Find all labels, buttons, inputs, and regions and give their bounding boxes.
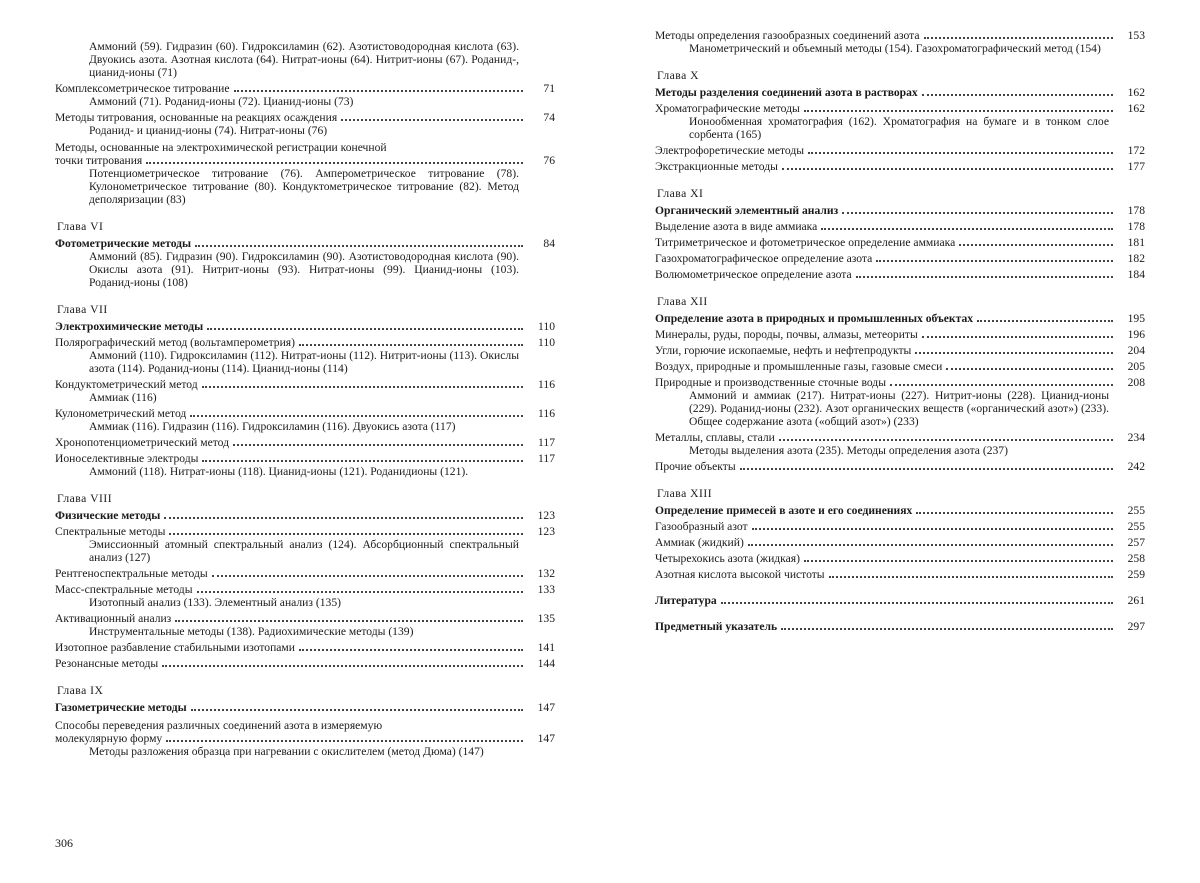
toc-entry-title: Комплексометрическое титрование — [55, 82, 230, 95]
toc-entry — [55, 336, 555, 349]
toc-entry-title: Спектральные методы — [55, 525, 166, 538]
toc-subentries: Аммоний (59). Гидразин (60). Гидроксиламин (62). Азотистоводородная кислота (63). Двуокись азота. Азотная кислота (64). Нитрат-ионы (64). Нитрит-ионы (67). Роданид-, цианид-ионы (71) — [89, 40, 519, 79]
leader-dots — [164, 517, 523, 519]
toc-entry-title: Методы, основанные на электрохимической регистрации конечной — [55, 141, 387, 154]
toc-entry — [55, 612, 555, 625]
toc-entry-title: Ионоселективные электроды — [55, 452, 199, 465]
toc-entry — [655, 504, 1145, 517]
toc-entry — [55, 583, 555, 596]
toc-entry-title: Активационный анализ — [55, 612, 172, 625]
toc-entry — [655, 552, 1145, 565]
toc-entry — [655, 344, 1145, 357]
toc-entry-title: Хроматографические методы — [655, 102, 800, 115]
toc-page-number: 153 — [1127, 29, 1145, 42]
toc-page-number: 144 — [537, 657, 555, 670]
toc-page-number: 181 — [1127, 236, 1145, 249]
toc-entry-title: Прочие объекты — [655, 460, 736, 473]
toc-entry — [655, 204, 1145, 217]
toc-page-number: 162 — [1127, 102, 1145, 115]
toc-page-number: 76 — [543, 154, 555, 167]
toc-page-number: 110 — [538, 336, 555, 349]
toc-entry — [55, 525, 555, 538]
toc-page-number: 182 — [1127, 252, 1145, 265]
toc-entry-title: Определение азота в природных и промышленных объектах — [655, 312, 974, 325]
toc-entry-title: Воздух, природные и промышленные газы, газовые смеси — [655, 360, 943, 373]
leader-dots — [977, 320, 1113, 322]
toc-entry — [655, 102, 1145, 115]
toc-entry-title: Фотометрические методы — [55, 237, 192, 250]
toc-page-number: 162 — [1127, 86, 1145, 99]
toc-entry — [655, 520, 1145, 533]
toc-page-number: 255 — [1127, 504, 1145, 517]
toc-entry — [655, 360, 1145, 373]
leader-dots — [197, 591, 524, 593]
toc-entry — [55, 82, 555, 95]
toc-entry-title: Методы разделения соединений азота в растворах — [655, 86, 918, 99]
toc-subentries: Эмиссионный атомный спектральный анализ (124). Абсорбционный спектральный анализ (127) — [89, 538, 519, 564]
toc-entry-title: точки титрования — [55, 154, 143, 167]
toc-entry — [655, 160, 1145, 173]
chapter-heading: Глава XII — [657, 295, 708, 308]
toc-entry-title: Масс-спектральные методы — [55, 583, 193, 596]
leader-dots — [212, 575, 523, 577]
toc-entry-title: Газохроматографическое определение азота — [655, 252, 873, 265]
toc-entry-title: Литература — [655, 594, 717, 607]
toc-page-number: 117 — [538, 436, 555, 449]
toc-subentries: Методы выделения азота (235). Методы определения азота (237) — [689, 444, 1008, 457]
toc-subentries: Аммоний (71). Роданид-ионы (72). Цианид-ионы (73) — [89, 95, 354, 108]
toc-entry-title: Аммиак (жидкий) — [655, 536, 744, 549]
toc-entry-title: Определение примесей в азоте и его соединениях — [655, 504, 913, 517]
leader-dots — [233, 444, 523, 446]
toc-entry — [55, 657, 555, 670]
toc-page-number: 123 — [537, 509, 555, 522]
toc-page-number: 255 — [1127, 520, 1145, 533]
toc-entry — [655, 86, 1145, 99]
leader-dots — [924, 37, 1114, 39]
toc-page-number: 208 — [1127, 376, 1145, 389]
toc-page-number: 135 — [537, 612, 555, 625]
toc-subentries: Методы разложения образца при нагревании с окислителем (метод Дюма) (147) — [89, 745, 484, 758]
spacer — [655, 607, 1145, 617]
toc-entry — [655, 594, 1145, 607]
toc-entry-title: Азотная кислота высокой чистоты — [655, 568, 825, 581]
leader-dots — [207, 328, 523, 330]
toc-subentries: Манометрический и объемный методы (154). Газохроматографический метод (154) — [689, 42, 1101, 55]
leader-dots — [922, 94, 1113, 96]
toc-entry-title: Выделение азота в виде аммиака — [655, 220, 818, 233]
toc-entry-title: Изотопное разбавление стабильными изотопами — [55, 641, 295, 654]
toc-entry — [655, 144, 1145, 157]
toc-page-number: 141 — [537, 641, 555, 654]
toc-entry-title: Экстракционные методы — [655, 160, 778, 173]
toc-entry — [55, 452, 555, 465]
toc-entry — [55, 237, 555, 250]
toc-entry — [55, 701, 555, 714]
leader-dots — [166, 740, 523, 742]
toc-entry-title: Электрофоретические методы — [655, 144, 805, 157]
leader-dots — [234, 90, 524, 92]
toc-entry-title: Физические методы — [55, 509, 161, 522]
toc-entry-title: Кондуктометрический метод — [55, 378, 198, 391]
toc-page-number: 132 — [537, 567, 555, 580]
toc-entry — [55, 378, 555, 391]
leader-dots — [146, 162, 523, 164]
leader-dots — [169, 533, 523, 535]
left-page — [55, 40, 555, 758]
toc-entry — [655, 29, 1145, 42]
toc-subentries: Аммоний (85). Гидразин (90). Гидроксиламин (90). Азотистоводородная кислота (90). Окислы азота (91). Нитрит-ионы (93). Нитрат-ионы (99). Цианид-ионы (103). Роданид-ионы (108) — [89, 250, 519, 289]
toc-entry — [655, 568, 1145, 581]
toc-page-number: 196 — [1127, 328, 1145, 341]
leader-dots — [202, 460, 523, 462]
toc-entry-title: Газометрические методы — [55, 701, 187, 714]
leader-dots — [856, 276, 1113, 278]
toc-page-number: 84 — [543, 237, 555, 250]
toc-entry-title: молекулярную форму — [55, 732, 163, 745]
toc-subentries: Аммиак (116). Гидразин (116). Гидроксиламин (116). Двуокись азота (117) — [89, 420, 456, 433]
leader-dots — [721, 602, 1113, 604]
toc-page-number: 133 — [537, 583, 555, 596]
chapter-heading: Глава VIII — [57, 492, 113, 505]
toc-entry-title: Рентгеноспектральные методы — [55, 567, 208, 580]
toc-page-number: 259 — [1127, 568, 1145, 581]
toc-entry-title: Угли, горючие ископаемые, нефть и нефтепродукты — [655, 344, 912, 357]
toc-entry — [655, 376, 1145, 389]
toc-page-number: 110 — [538, 320, 555, 333]
toc-page-number: 258 — [1127, 552, 1145, 565]
toc-entry-title: Металлы, сплавы, стали — [655, 431, 775, 444]
toc-subentries: Изотопный анализ (133). Элементный анализ (135) — [89, 596, 341, 609]
page-number-folio: 306 — [55, 836, 73, 850]
leader-dots — [191, 709, 523, 711]
toc-page-number: 242 — [1127, 460, 1145, 473]
leader-dots — [821, 228, 1113, 230]
leader-dots — [782, 168, 1113, 170]
leader-dots — [890, 384, 1113, 386]
toc-entry — [655, 268, 1145, 281]
toc-entry — [55, 509, 555, 522]
leader-dots — [341, 119, 523, 121]
toc-page-number: 257 — [1127, 536, 1145, 549]
toc-page-number: 205 — [1127, 360, 1145, 373]
leader-dots — [876, 260, 1113, 262]
toc-entry-title: Полярографический метод (вольтамперометрия) — [55, 336, 295, 349]
toc-page-number: 116 — [538, 407, 555, 420]
leader-dots — [195, 245, 523, 247]
toc-entry-title-line — [55, 719, 555, 732]
leader-dots — [162, 665, 523, 667]
toc-entry — [55, 732, 555, 745]
toc-page-number: 234 — [1127, 431, 1145, 444]
toc-subentries: Аммоний и аммиак (217). Нитрат-ионы (227). Нитрит-ионы (228). Цианид-ионы (229). Роданид-ионы (232). Азот органических веществ («органический азот») (233). Общее содержание азота («общий азот») (233) — [689, 389, 1109, 428]
toc-entry — [55, 154, 555, 167]
toc-subentries: Потенциометрическое титрование (76). Амперометрическое титрование (78). Кулонометрическое титрование (80). Кондуктометрическое титрование (82). Метод деполяризации (83) — [89, 167, 519, 206]
toc-entry — [655, 460, 1145, 473]
leader-dots — [202, 386, 523, 388]
chapter-heading: Глава XI — [657, 187, 704, 200]
toc-page-number: 204 — [1127, 344, 1145, 357]
leader-dots — [842, 212, 1113, 214]
toc-subentries: Инструментальные методы (138). Радиохимические методы (139) — [89, 625, 414, 638]
toc-subentries: Аммиак (116) — [89, 391, 157, 404]
toc-entry — [55, 320, 555, 333]
toc-page-number: 178 — [1127, 220, 1145, 233]
toc-page-number: 184 — [1127, 268, 1145, 281]
leader-dots — [781, 628, 1113, 630]
toc-page-number: 116 — [538, 378, 555, 391]
leader-dots — [829, 576, 1113, 578]
toc-entry-title: Природные и производственные сточные воды — [655, 376, 886, 389]
toc-entry-title: Титриметрическое и фотометрическое определение аммиака — [655, 236, 956, 249]
spacer — [655, 581, 1145, 591]
toc-entry-title: Методы титрования, основанные на реакциях осаждения — [55, 111, 338, 124]
leader-dots — [804, 110, 1113, 112]
toc-entry — [655, 620, 1145, 633]
toc-entry — [55, 111, 555, 124]
toc-subentries: Ионообменная хроматография (162). Хроматография на бумаге и в тонком слое сорбента (165) — [689, 115, 1109, 141]
toc-page-number: 261 — [1127, 594, 1145, 607]
toc-page-number: 172 — [1127, 144, 1145, 157]
toc-subentries: Аммоний (118). Нитрат-ионы (118). Цианид-ионы (121). Роданидионы (121). — [89, 465, 469, 478]
toc-page-number: 147 — [537, 701, 555, 714]
toc-entry — [55, 567, 555, 580]
toc-entry-title: Органический элементный анализ — [655, 204, 839, 217]
leader-dots — [299, 649, 523, 651]
toc-entry — [55, 436, 555, 449]
toc-entry — [55, 407, 555, 420]
toc-entry-title: Волюмометрическое определение азота — [655, 268, 852, 281]
chapter-heading: Глава VI — [57, 220, 104, 233]
leader-dots — [175, 620, 523, 622]
leader-dots — [740, 468, 1113, 470]
toc-entry — [655, 328, 1145, 341]
toc-entry-title: Резонансные методы — [55, 657, 159, 670]
toc-entry-title: Предметный указатель — [655, 620, 778, 633]
leader-dots — [748, 544, 1113, 546]
toc-page-number: 195 — [1127, 312, 1145, 325]
toc-entry-title: Способы переведения различных соединений азота в измеряемую — [55, 719, 383, 732]
chapter-heading: Глава VII — [57, 303, 108, 316]
toc-entry — [55, 641, 555, 654]
toc-entry-title: Хронопотенциометрический метод — [55, 436, 230, 449]
chapter-heading: Глава IX — [57, 684, 104, 697]
leader-dots — [752, 528, 1113, 530]
toc-subentries: Аммоний (110). Гидроксиламин (112). Нитрат-ионы (112). Нитрит-ионы (113). Окислы азота (114). Роданид-ионы (114). Цианид-ионы (114) — [89, 349, 519, 375]
toc-entry — [655, 236, 1145, 249]
toc-entry — [655, 252, 1145, 265]
toc-entry-title: Электрохимические методы — [55, 320, 204, 333]
toc-page-number: 177 — [1127, 160, 1145, 173]
toc-subentries: Роданид- и цианид-ионы (74). Нитрат-ионы (76) — [89, 124, 328, 137]
toc-page-number: 147 — [537, 732, 555, 745]
leader-dots — [190, 415, 523, 417]
leader-dots — [299, 344, 523, 346]
leader-dots — [779, 439, 1113, 441]
chapter-heading: Глава X — [657, 69, 699, 82]
toc-page-number: 117 — [538, 452, 555, 465]
toc-entry-title: Кулонометрический метод — [55, 407, 187, 420]
leader-dots — [916, 512, 1113, 514]
toc-entry-title-line — [55, 141, 555, 154]
leader-dots — [804, 560, 1113, 562]
toc-entry-title: Газообразный азот — [655, 520, 748, 533]
toc-page-number: 74 — [543, 111, 555, 124]
toc-entry-title: Методы определения газообразных соединений азота — [655, 29, 920, 42]
leader-dots — [915, 352, 1113, 354]
toc-entry — [655, 312, 1145, 325]
toc-page-number: 178 — [1127, 204, 1145, 217]
leader-dots — [808, 152, 1113, 154]
toc-entry-title: Четырехокись азота (жидкая) — [655, 552, 800, 565]
toc-page-number: 297 — [1127, 620, 1145, 633]
toc-entry — [655, 220, 1145, 233]
toc-entry — [655, 431, 1145, 444]
toc-entry-title: Минералы, руды, породы, почвы, алмазы, метеориты — [655, 328, 918, 341]
leader-dots — [959, 244, 1113, 246]
chapter-heading: Глава XIII — [657, 487, 713, 500]
toc-entry — [655, 536, 1145, 549]
toc-page-number: 123 — [537, 525, 555, 538]
right-page — [655, 26, 1145, 633]
leader-dots — [946, 368, 1113, 370]
leader-dots — [922, 336, 1113, 338]
toc-page-number: 71 — [543, 82, 555, 95]
